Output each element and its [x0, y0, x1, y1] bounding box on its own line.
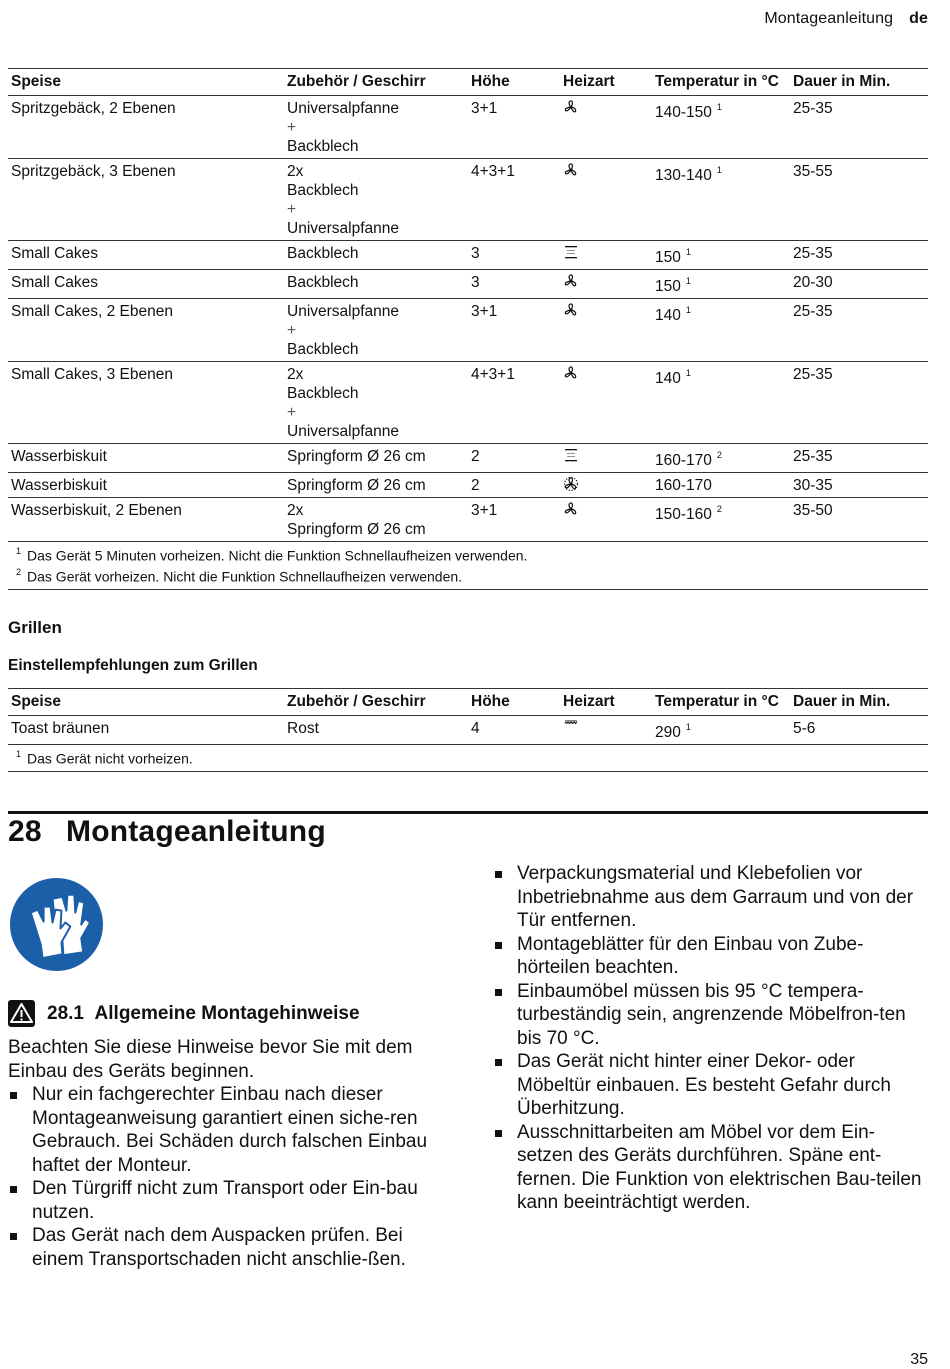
- cell-temperatur: [652, 96, 790, 159]
- footnote-mark: 2: [716, 504, 722, 515]
- cell-hoehe: 3+1: [468, 498, 560, 542]
- cell-zubehoer: [284, 444, 468, 473]
- footnote-mark: 1: [685, 247, 691, 257]
- section-title: Allgemeine Montagehinweise: [94, 1002, 360, 1024]
- table-row: [8, 96, 928, 159]
- cell-hoehe: 2: [468, 473, 560, 498]
- grill-table: [8, 688, 928, 772]
- cell-hoehe: 4+3+1: [468, 362, 560, 444]
- cell-temperatur: [652, 716, 790, 745]
- cell-dauer: 25-35: [790, 241, 928, 270]
- cell-dauer: 5-6: [790, 716, 928, 745]
- fan-icon: [563, 501, 579, 517]
- fan-icon: [563, 273, 579, 289]
- cell-temperatur: [652, 498, 790, 542]
- footnote-mark: 1: [685, 368, 691, 379]
- footnote-mark: 1: [685, 722, 691, 732]
- col-header-temperatur: Temperatur in °C: [652, 689, 790, 716]
- table-row: [8, 444, 928, 473]
- cell-zubehoer: [284, 270, 468, 299]
- col-header-heizart: Heizart: [560, 689, 652, 716]
- zubehoer-line: Universalpfanne: [287, 100, 400, 117]
- cell-hoehe: 4+3+1: [468, 159, 560, 241]
- zubehoer-line: Springform Ø 26 cm: [287, 477, 426, 495]
- page-number: 35: [910, 1351, 928, 1368]
- zubehoer-line: Backblech: [287, 385, 359, 403]
- col-header-hoehe: Höhe: [468, 689, 560, 716]
- zubehoer-line: 2x: [287, 502, 304, 520]
- cell-zubehoer: [284, 241, 468, 270]
- cell-heizart: [560, 716, 652, 745]
- temperature-value: 140: [655, 307, 681, 325]
- top-bottom-heat-icon: [563, 447, 579, 463]
- cell-dauer: 25-35: [790, 362, 928, 444]
- cell-dauer: 25-35: [790, 444, 928, 473]
- list-item: Montageblätter für den Einbau von Zube-hörteilen beachten.: [493, 933, 928, 980]
- cell-zubehoer: [284, 716, 468, 745]
- temperature-value: 150-160: [655, 506, 712, 524]
- cell-dauer: 35-55: [790, 159, 928, 241]
- fan-icon: [563, 302, 579, 318]
- section-intro: Beachten Sie diese Hinweise bevor Sie mit dem Einbau des Geräts beginnen.: [8, 1037, 413, 1082]
- col-header-zubehoer: Zubehör / Geschirr: [284, 689, 468, 716]
- table-header-row: [8, 69, 928, 96]
- footnote-mark: 2: [716, 450, 722, 461]
- cell-dauer: 35-50: [790, 498, 928, 542]
- chapter-rule: [8, 811, 928, 814]
- temperature-value: 150: [655, 249, 681, 267]
- cell-speise: Small Cakes: [8, 270, 284, 299]
- footnote-mark: 2: [16, 567, 22, 578]
- table-row: [8, 270, 928, 299]
- footnote: [11, 747, 926, 768]
- wear-gloves-icon: [9, 877, 104, 972]
- col-header-hoehe: Höhe: [468, 69, 560, 96]
- fan-icon: [563, 162, 579, 178]
- chapter-heading: [8, 815, 326, 849]
- fan-icon: [563, 99, 579, 115]
- cell-dauer: 20-30: [790, 270, 928, 299]
- footnote-mark: 1: [716, 102, 722, 112]
- footnote-mark: 1: [16, 546, 22, 557]
- list-item: Verpackungsmaterial und Klebefolien vor Inbetriebnahme aus dem Garraum und von der Tür entfernen.: [493, 862, 928, 933]
- col-header-heizart: Heizart: [560, 69, 652, 96]
- footnote-row: [8, 542, 928, 589]
- running-header: [764, 10, 928, 28]
- chapter-title: Montageanleitung: [66, 815, 326, 848]
- cell-hoehe: 2: [468, 444, 560, 473]
- zubehoer-line: Universalpfanne: [287, 303, 400, 321]
- top-bottom-heat-icon: [563, 244, 579, 260]
- warning-icon: [8, 1000, 35, 1027]
- zubehoer-line: Backblech: [287, 182, 359, 199]
- zubehoer-line: +: [287, 201, 297, 218]
- zubehoer-line: 2x: [287, 163, 304, 180]
- footnotes: [8, 745, 928, 772]
- cell-speise: Toast bräunen: [8, 716, 284, 745]
- cell-heizart: [560, 498, 652, 542]
- col-header-speise: Speise: [8, 69, 284, 96]
- zubehoer-line: Backblech: [287, 138, 359, 155]
- cell-heizart: [560, 96, 652, 159]
- temperature-value: 160-170: [655, 477, 712, 495]
- cell-speise: Wasserbiskuit: [8, 473, 284, 498]
- col-header-zubehoer: Zubehör / Geschirr: [284, 69, 468, 96]
- cell-dauer: 30-35: [790, 473, 928, 498]
- cell-hoehe: 3+1: [468, 299, 560, 362]
- cell-hoehe: 3: [468, 241, 560, 270]
- cell-hoehe: 3: [468, 270, 560, 299]
- cell-speise: Wasserbiskuit: [8, 444, 284, 473]
- zubehoer-line: Springform Ø 26 cm: [287, 448, 426, 466]
- col-header-speise: Speise: [8, 689, 284, 716]
- cell-temperatur: [652, 299, 790, 362]
- grill-icon: [563, 719, 579, 735]
- list-item: Ausschnittarbeiten am Möbel vor dem Ein-setzen des Geräts durchführen. Späne ent-fernen. Die Funktion von elektrischen Bau-teilen kann beeinträchtigt werden.: [493, 1121, 928, 1215]
- col-header-dauer: Dauer in Min.: [790, 69, 928, 96]
- chapter-number: 28: [8, 815, 42, 848]
- cell-speise: Spritzgebäck, 3 Ebenen: [8, 159, 284, 241]
- table-row: [8, 299, 928, 362]
- cell-heizart: [560, 473, 652, 498]
- footnotes: [8, 542, 928, 589]
- cell-heizart: [560, 241, 652, 270]
- zubehoer-line: Backblech: [287, 245, 359, 262]
- footnote-text: Das Gerät nicht vorheizen.: [27, 750, 193, 767]
- zubehoer-line: 2x: [287, 366, 304, 384]
- footnote-text: Das Gerät 5 Minuten vorheizen. Nicht die Funktion Schnellaufheizen verwenden.: [27, 548, 528, 565]
- cell-zubehoer: [284, 498, 468, 542]
- table-row: [8, 241, 928, 270]
- cell-heizart: [560, 362, 652, 444]
- temperature-value: 140-150: [655, 104, 712, 122]
- temperature-value: 140: [655, 370, 681, 388]
- list-item: Nur ein fachgerechter Einbau nach dieser Montageanweisung garantiert einen siche-ren Gebrauch. Bei Schäden durch falschen Einbau haftet der Monteur.: [8, 1083, 448, 1177]
- table-header-row: [8, 689, 928, 716]
- table-row: [8, 362, 928, 444]
- footnote-mark: 1: [685, 276, 691, 287]
- footnote-text: Das Gerät vorheizen. Nicht die Funktion Schnellaufheizen verwenden.: [27, 568, 463, 585]
- cell-temperatur: [652, 159, 790, 241]
- footnote-row: [8, 745, 928, 772]
- cell-dauer: 25-35: [790, 299, 928, 362]
- baking-table: [8, 68, 928, 590]
- right-bullet-list: [493, 862, 928, 1215]
- footnote-mark: 1: [685, 305, 691, 316]
- cell-dauer: 25-35: [790, 96, 928, 159]
- cell-zubehoer: [284, 473, 468, 498]
- zubehoer-line: Springform Ø 26 cm: [287, 521, 426, 539]
- cell-speise: Spritzgebäck, 2 Ebenen: [8, 96, 284, 159]
- list-item: Den Türgriff nicht zum Transport oder Ein-bau nutzen.: [8, 1177, 448, 1224]
- zubehoer-line: Universalpfanne: [287, 423, 400, 441]
- grillen-heading: Grillen: [8, 618, 62, 637]
- cell-zubehoer: [284, 299, 468, 362]
- cell-heizart: [560, 444, 652, 473]
- zubehoer-line: +: [287, 322, 297, 340]
- right-column: [493, 862, 928, 1215]
- list-item: Einbaumöbel müssen bis 95 °C tempera-turbeständig sein, angrenzende Möbelfron-ten bis 70 °C.: [493, 980, 928, 1051]
- col-header-dauer: Dauer in Min.: [790, 689, 928, 716]
- cell-temperatur: [652, 241, 790, 270]
- footnote: [11, 565, 926, 586]
- table-row: [8, 473, 928, 498]
- temperature-value: 160-170: [655, 452, 712, 470]
- cell-speise: Small Cakes, 2 Ebenen: [8, 299, 284, 362]
- footnote-mark: 1: [16, 749, 22, 760]
- table-row: [8, 498, 928, 542]
- zubehoer-line: +: [287, 119, 297, 136]
- left-bullet-list: [8, 1083, 448, 1271]
- grillen-subheading: Einstellempfehlungen zum Grillen: [8, 657, 258, 674]
- cell-speise: Wasserbiskuit, 2 Ebenen: [8, 498, 284, 542]
- cell-zubehoer: [284, 159, 468, 241]
- section-number: 28.1: [47, 1002, 84, 1024]
- cell-temperatur: [652, 362, 790, 444]
- section-heading: [8, 1000, 360, 1027]
- cell-temperatur: [652, 444, 790, 473]
- cell-hoehe: 4: [468, 716, 560, 745]
- cell-zubehoer: [284, 362, 468, 444]
- footnote-mark: 1: [716, 165, 722, 175]
- cell-speise: Small Cakes: [8, 241, 284, 270]
- cell-zubehoer: [284, 96, 468, 159]
- zubehoer-line: +: [287, 404, 297, 422]
- table-row: [8, 716, 928, 745]
- fan-ring-icon: [563, 476, 579, 492]
- table-row: [8, 159, 928, 241]
- zubehoer-line: Universalpfanne: [287, 220, 400, 237]
- cell-heizart: [560, 159, 652, 241]
- cell-temperatur: [652, 270, 790, 299]
- temperature-value: 130-140: [655, 167, 712, 185]
- cell-heizart: [560, 299, 652, 362]
- zubehoer-line: Backblech: [287, 274, 359, 292]
- cell-temperatur: [652, 473, 790, 498]
- header-language: de: [909, 10, 928, 27]
- zubehoer-line: Rost: [287, 720, 319, 737]
- cell-heizart: [560, 270, 652, 299]
- list-item: Das Gerät nicht hinter einer Dekor- oder Möbeltür einbauen. Es besteht Gefahr durch Überhitzung.: [493, 1050, 928, 1121]
- temperature-value: 290: [655, 724, 681, 742]
- header-title: Montageanleitung: [764, 10, 894, 27]
- list-item: Das Gerät nach dem Auspacken prüfen. Bei einem Transportschaden nicht anschlie-ßen.: [8, 1224, 448, 1271]
- temperature-value: 150: [655, 278, 681, 296]
- footnote: [11, 544, 926, 565]
- col-header-temperatur: Temperatur in °C: [652, 69, 790, 96]
- zubehoer-line: Backblech: [287, 341, 359, 359]
- fan-icon: [563, 365, 579, 381]
- left-column: [8, 1036, 448, 1271]
- cell-speise: Small Cakes, 3 Ebenen: [8, 362, 284, 444]
- cell-hoehe: 3+1: [468, 96, 560, 159]
